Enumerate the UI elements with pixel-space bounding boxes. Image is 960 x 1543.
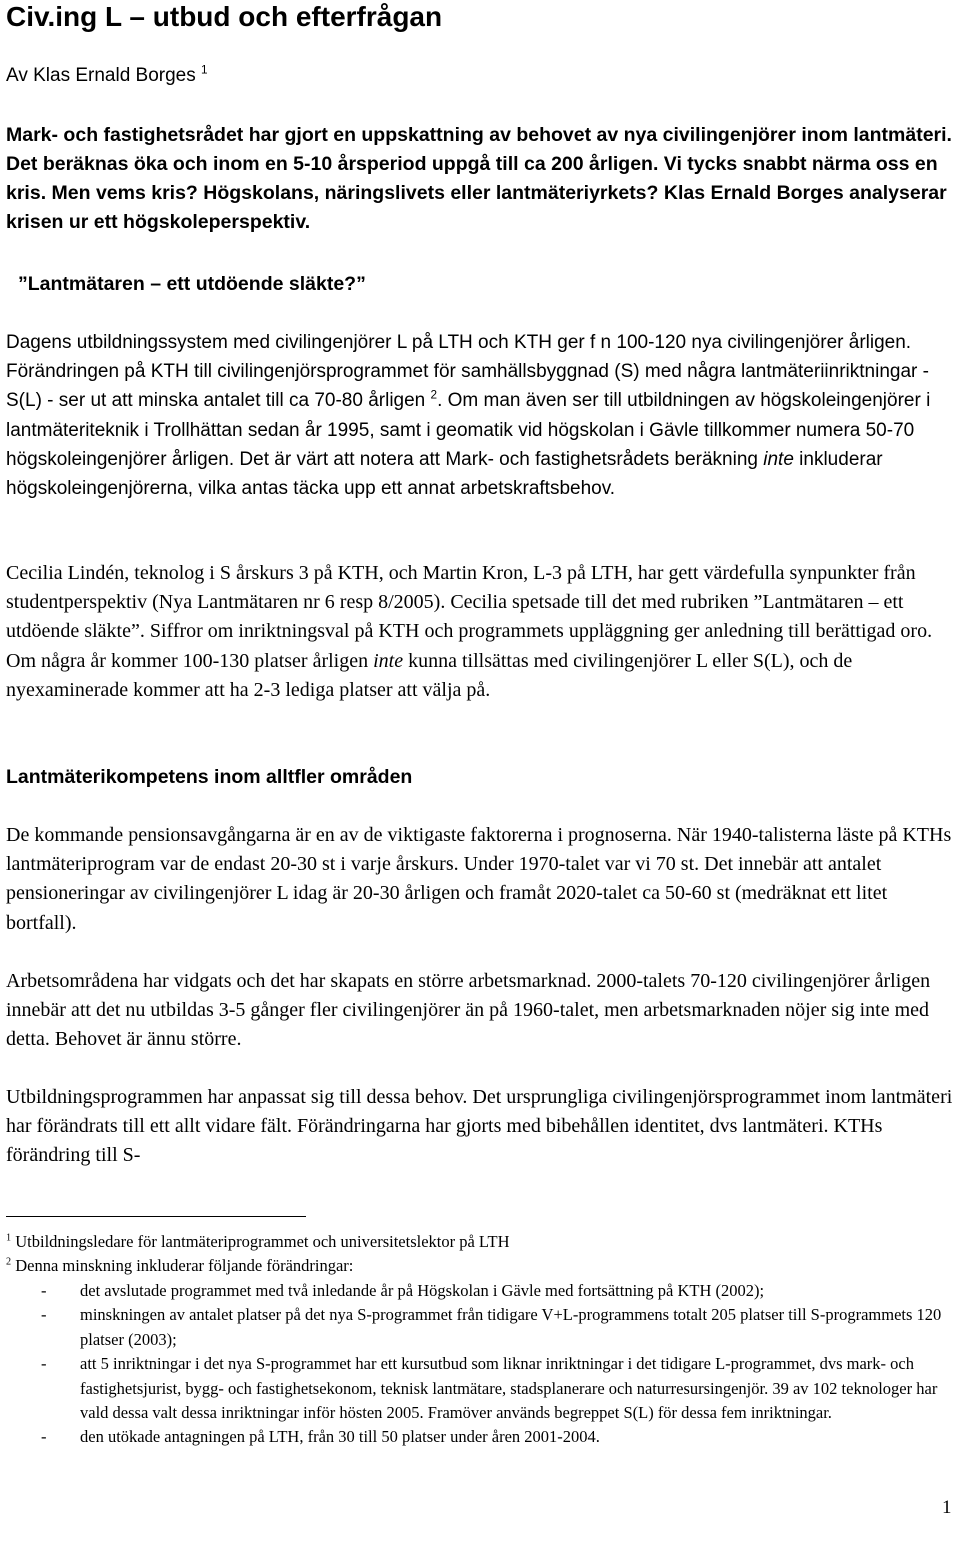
list-dash: - [41, 1354, 47, 1374]
paragraph-2-emphasis: inte [373, 649, 404, 672]
section-heading: Lantmäterikompetens inom alltfler områden [6, 766, 413, 788]
footnote-separator [6, 1216, 306, 1217]
footnote-list-item [0, 1425, 960, 1449]
page-number: 1 [942, 1497, 952, 1518]
footnote-list-item [0, 1303, 960, 1352]
footnote-list-item [0, 1279, 960, 1303]
footnote-ref-1[interactable]: 1 [201, 63, 208, 77]
paragraph-4: Arbetsområdena har vidgats och det har skapats en större arbetsmarknad. 2000-talets 70-120 civilingenjörer årligen innebär att det nu utbildas 3-5 gånger fler civilingenjörer än på 1960-talet, men arbetsmarknaden nöjer sig inte med detta. Behovet är ännu större. [6, 970, 931, 1051]
paragraph-5: Utbildningsprogrammen har anpassat sig till dessa behov. Det ursprungliga civilingenjörsprogrammet inom lantmäteri har förändrats till ett allt vidare fält. Förändringarna har gjorts med bibehållen identitet, dvs lantmäteri. KTHs förändring till S- [6, 1086, 953, 1167]
paragraph-2-text-b: kunna tillsättas med civilingenjörer L eller S(L), och de nyexaminerade kommer att ha 2-3 lediga platser att välja på. [6, 649, 853, 701]
list-dash: - [41, 1305, 47, 1325]
paragraph-1 [6, 328, 958, 503]
paragraph-2 [6, 559, 958, 705]
paragraph-2-text-a: Cecilia Lindén, teknolog i S årskurs 3 på KTH, och Martin Kron, L-3 på LTH, har gett värdefulla synpunkter från studentperspektiv (Nya Lantmätaren nr 6 resp 8/2005). Cecilia spetsade till det med rubriken ”Lantmätaren – ett utdöende släkte”. Siffror om inriktningsval på KTH och programmets uppläggning ger anledning till berättigad oro. Om några år kommer 100-130 platser årligen [6, 562, 933, 672]
footnote-ref-2[interactable]: 2 [430, 389, 438, 403]
list-dash: - [41, 1427, 47, 1447]
footnote-2-list [0, 1279, 960, 1450]
paragraph-1-text-c: inkluderar högskoleingenjörerna, vilka antas täcka upp ett annat arbetskraftsbehov. [6, 448, 883, 500]
list-item-text: minskningen av antalet platser på det nya S-programmet från tidigare V+L-programmens totalt 205 platser till S-programmets 120 platser (2003); [80, 1305, 942, 1349]
list-dash: - [41, 1281, 47, 1300]
paragraph-1-emphasis: inte [763, 448, 794, 470]
subheading: ”Lantmätaren – ett utdöende släkte?” [18, 273, 366, 295]
footnote-2-text: Denna minskning inkluderar följande förändringar: [15, 1256, 354, 1275]
list-item-text: att 5 inriktningar i det nya S-programmet har ett kursutbud som liknar inriktningar i det tidigare L-programmet, dvs mark- och fastighetsjurist, bygg- och fastighetsekonom, teknisk lantmätare, stadsplanerare och naturresursingenjör. 39 av 102 teknologer har vald dessa valt dessa inriktningar inför hösten 2005. Framöver används begreppet S(L) för dessa fem inriktningar. [80, 1354, 938, 1423]
paragraph-1-text-a: Dagens utbildningssystem med civilingenjörer L på LTH och KTH ger f n 100-120 nya civilingenjörer årligen. Förändringen på KTH till civilingenjörsprogrammet för samhällsbyggnad (S) med några lantmäteriinriktningar - S(L) - ser ut att minska antalet till ca 70-80 årligen [6, 332, 929, 412]
paragraph-1-text-b: . Om man även ser till utbildningen av högskoleingenjörer i lantmäteriteknik i Trollhättan sedan år 1995, samt i geomatik vid högskolan i Gävle tillkommer numera 50-70 högskoleingenjörer årligen. Det är värt att notera att Mark- och fastighetsrådets beräkning [6, 390, 931, 470]
lead-paragraph: Mark- och fastighetsrådet har gjort en uppskattning av behovet av nya civilingenjörer inom lantmäteri. Det beräknas öka och inom en 5-10 årsperiod uppgå till ca 200 årligen. Vi tycks snabbt närma oss en kris. Men vems kris? Högskolans, näringslivets eller lantmäteriyrkets? Klas Ernald Borges analyserar krisen ur ett högskoleperspektiv. [6, 124, 952, 233]
list-item-text: den utökade antagningen på LTH, från 30 till 50 platser under åren 2001-2004. [80, 1427, 600, 1447]
footnote-list-item [0, 1352, 960, 1425]
author-name: Av Klas Ernald Borges [6, 65, 196, 86]
article-title: Civ.ing L – utbud och efterfrågan [6, 1, 443, 32]
list-item-text: det avslutade programmet med två inledande år på Högskolan i Gävle med fortsättning på KTH (2002); [80, 1281, 765, 1300]
footnote-2-number: 2 [6, 1256, 12, 1268]
footnote-2 [6, 1254, 353, 1278]
byline [6, 62, 208, 90]
footnote-1-text: Utbildningsledare för lantmäteriprogrammet och universitetslektor på LTH [15, 1232, 510, 1251]
paragraph-3: De kommande pensionsavgångarna är en av de viktigaste faktorerna i prognoserna. När 1940-talisterna läste på KTHs lantmäteriprogram var de endast 20-30 st i varje årskurs. Under 1970-talet var vi 70 st. Det innebär att antalet pensioneringar av civilingenjörer L idag är 20-30 årligen och framåt 2020-talet ca 50-60 st (medräknat ett litet bortfall). [6, 824, 952, 934]
footnote-1-number: 1 [6, 1232, 12, 1244]
footnote-1 [6, 1230, 510, 1254]
